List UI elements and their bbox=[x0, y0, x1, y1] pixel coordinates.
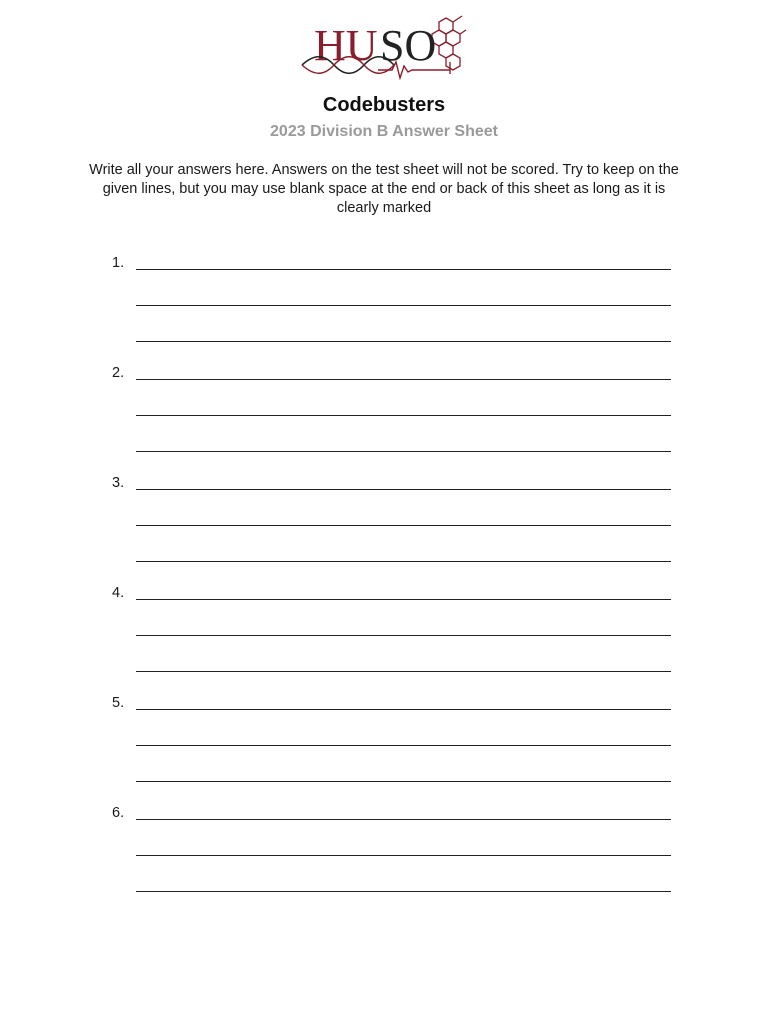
answer-line bbox=[136, 341, 671, 342]
answer-line bbox=[136, 525, 671, 526]
instructions-text: Write all your answers here. Answers on the test sheet will not be scored. Try to keep on the given lines, but you may use blank space at the end or back of this sheet as long as it is clearly marked bbox=[89, 162, 679, 216]
answer-line bbox=[136, 745, 671, 746]
page-subtitle: 2023 Division B Answer Sheet bbox=[270, 123, 498, 140]
answer-line bbox=[136, 305, 671, 306]
question-number: 1. bbox=[112, 255, 125, 271]
answer-line bbox=[136, 489, 671, 490]
logo-text-hu: HU bbox=[314, 21, 378, 70]
answer-line bbox=[136, 379, 671, 380]
answer-line bbox=[136, 635, 671, 636]
question-number: 3. bbox=[112, 475, 125, 491]
answer-line bbox=[136, 709, 671, 710]
question-number: 6. bbox=[112, 805, 125, 821]
answer-line bbox=[136, 819, 671, 820]
question-number: 4. bbox=[112, 585, 125, 601]
question-number: 2. bbox=[112, 365, 125, 381]
answer-line bbox=[136, 415, 671, 416]
answer-line bbox=[136, 451, 671, 452]
answer-line bbox=[136, 269, 671, 270]
question-number: 5. bbox=[112, 695, 125, 711]
answer-line bbox=[136, 561, 671, 562]
answer-line bbox=[136, 781, 671, 782]
answer-line bbox=[136, 671, 671, 672]
answer-line bbox=[136, 599, 671, 600]
answer-line bbox=[136, 855, 671, 856]
logo-text-so: SO bbox=[380, 21, 437, 70]
page-title: Codebusters bbox=[322, 94, 446, 116]
answer-line bbox=[136, 891, 671, 892]
